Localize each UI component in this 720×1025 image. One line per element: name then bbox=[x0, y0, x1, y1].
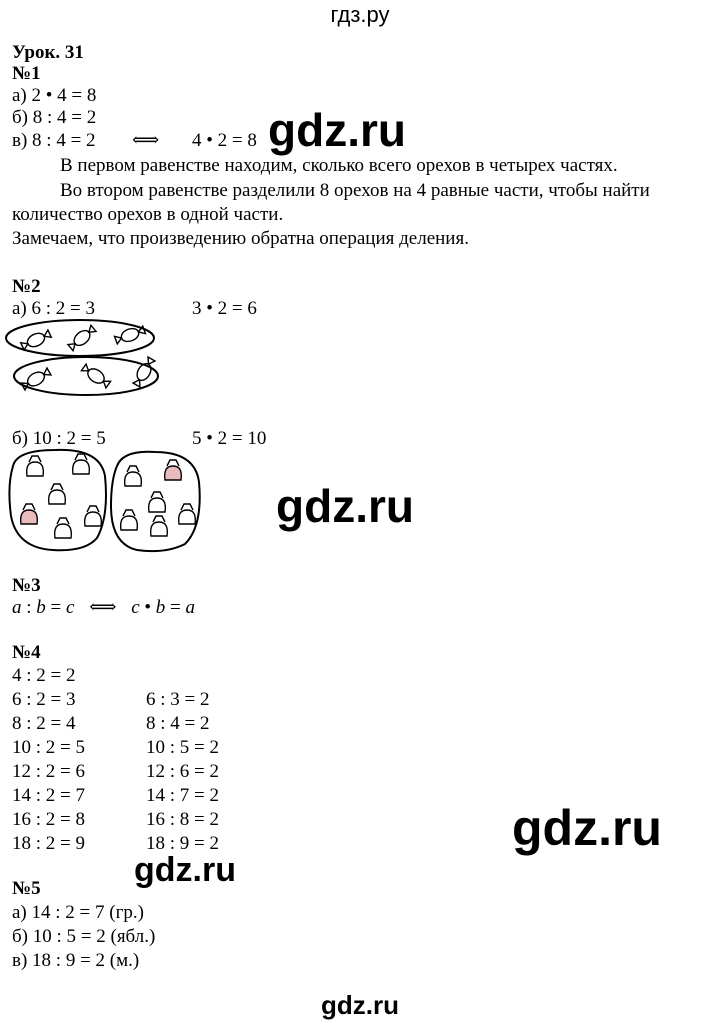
task1-line-a: а) 2 • 4 = 8 bbox=[12, 85, 97, 106]
task4-left-row: 12 : 2 = 6 bbox=[12, 761, 85, 782]
task4-right-row: 10 : 5 = 2 bbox=[146, 737, 219, 758]
task2-a-right: 3 • 2 = 6 bbox=[192, 298, 257, 319]
task4-left-row: 18 : 2 = 9 bbox=[12, 833, 85, 854]
task2-b-left: б) 10 : 2 = 5 bbox=[12, 428, 106, 449]
lesson-title: Урок. 31 bbox=[12, 42, 84, 63]
watermark: gdz.ru bbox=[134, 851, 236, 889]
task4-number: №4 bbox=[12, 642, 41, 663]
task4-left-row: 16 : 2 = 8 bbox=[12, 809, 85, 830]
watermark: gdz.ru bbox=[321, 990, 399, 1020]
task4-left-row: 4 : 2 = 2 bbox=[12, 665, 76, 686]
task4-left-row: 10 : 2 = 5 bbox=[12, 737, 85, 758]
task4-right-row: 8 : 4 = 2 bbox=[146, 713, 210, 734]
task1-equivalence-arrow: ⟺ bbox=[132, 130, 160, 151]
watermark: gdz.ru bbox=[268, 104, 406, 156]
watermark: gdz.ru bbox=[512, 800, 662, 856]
task1-number: №1 bbox=[12, 63, 41, 84]
task2-b-right: 5 • 2 = 10 bbox=[192, 428, 267, 449]
task4-right-row: 18 : 9 = 2 bbox=[146, 833, 219, 854]
var-c: c bbox=[131, 597, 140, 618]
task5-line-b: б) 10 : 5 = 2 (ябл.) bbox=[12, 926, 156, 947]
task1-line-b: б) 8 : 4 = 2 bbox=[12, 107, 97, 128]
task5-line-a: а) 14 : 2 = 7 (гр.) bbox=[12, 902, 144, 923]
watermark: gdz.ru bbox=[276, 480, 414, 532]
task4-left-row: 6 : 2 = 3 bbox=[12, 689, 76, 710]
equals-sign: = bbox=[165, 597, 186, 618]
task4-right-row: 6 : 3 = 2 bbox=[146, 689, 210, 710]
var-b: b bbox=[155, 597, 166, 618]
task3-number: №3 bbox=[12, 575, 41, 596]
task4-right-row: 14 : 7 = 2 bbox=[146, 785, 219, 806]
task4-left-row: 14 : 2 = 7 bbox=[12, 785, 85, 806]
task4-right-row: 12 : 6 = 2 bbox=[146, 761, 219, 782]
task5-line-c: в) 18 : 9 = 2 (м.) bbox=[12, 950, 140, 971]
task4-left-row: 8 : 2 = 4 bbox=[12, 713, 76, 734]
equivalence-arrow: ⟺ bbox=[89, 597, 117, 618]
colon-sign: : bbox=[21, 597, 37, 618]
var-c: c bbox=[66, 597, 75, 618]
task2-number: №2 bbox=[12, 276, 41, 297]
var-b: b bbox=[36, 597, 46, 618]
task1-paragraph-2b: количество орехов в одной части. bbox=[12, 204, 284, 225]
task5-number: №5 bbox=[12, 878, 41, 899]
task2-a-left: а) 6 : 2 = 3 bbox=[12, 298, 96, 319]
equals-sign: = bbox=[45, 597, 66, 618]
task3-formula bbox=[12, 597, 195, 619]
dot-sign: • bbox=[139, 597, 156, 618]
task1-paragraph-3: Замечаем, что произведению обратна операция деления. bbox=[12, 228, 469, 249]
task1-line-c-left: в) 8 : 4 = 2 bbox=[12, 130, 96, 151]
task4-right-row: 16 : 8 = 2 bbox=[146, 809, 219, 830]
task1-paragraph-2: Во втором равенстве разделили 8 орехов на 4 равные части, чтобы найти bbox=[60, 180, 650, 201]
task1-line-c-right: 4 • 2 = 8 bbox=[192, 130, 257, 151]
var-a: a bbox=[12, 597, 22, 618]
bags-groups-drawing bbox=[5, 446, 205, 556]
site-header: гдз.ру bbox=[330, 2, 390, 27]
task1-paragraph-1: В первом равенстве находим, сколько всего орехов в четырех частях. bbox=[60, 155, 618, 176]
candies-groups-drawing bbox=[0, 318, 180, 408]
var-a: a bbox=[185, 597, 195, 618]
